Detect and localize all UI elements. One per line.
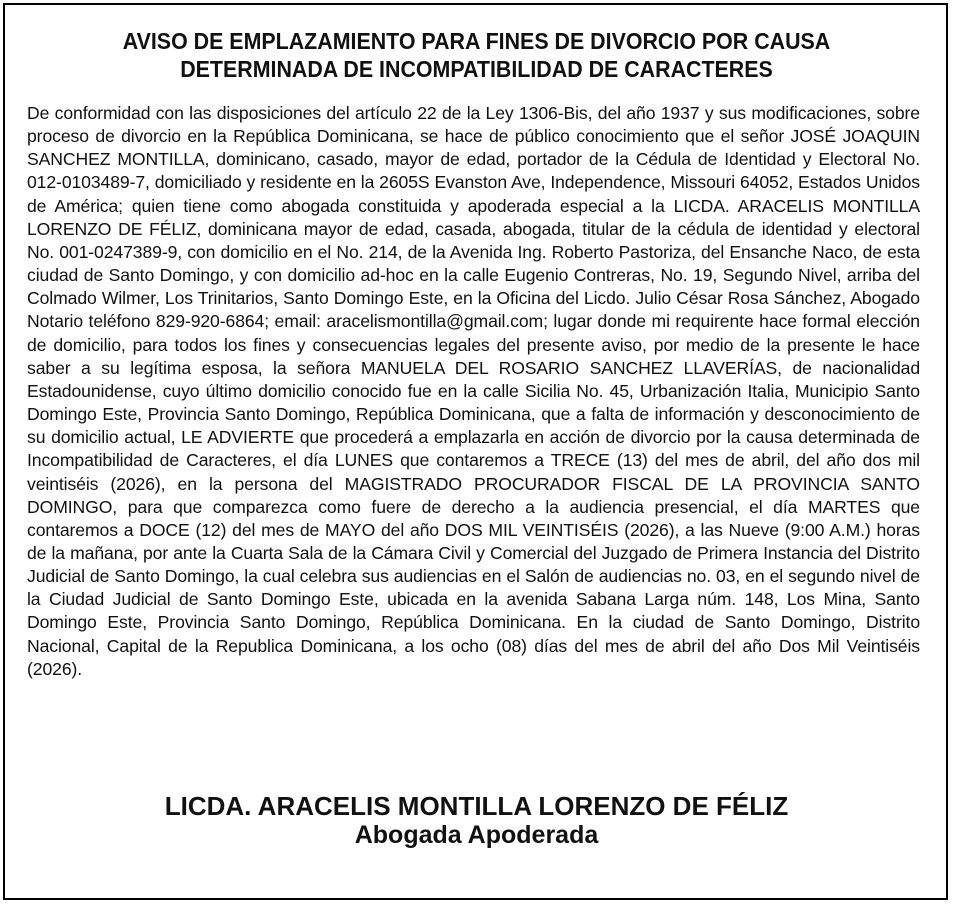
signature-block	[0, 791, 953, 849]
notice-title-line-2: DETERMINADA DE INCOMPATIBILIDAD DE CARACTERES	[180, 56, 773, 82]
signature-name: LICDA. ARACELIS MONTILLA LORENZO DE FÉLIZ	[164, 791, 789, 821]
notice-body-paragraph: De conformidad con las disposiciones del artículo 22 de la Ley 1306-Bis, del año 1937 y sus modificaciones, sobre proceso de divorcio en la República Dominicana, se hace de público conocimiento que el señor JOSÉ JOAQUIN SANCHEZ MONTILLA, dominicano, casado, mayor de edad, portador de la Cédula de Identidad y Electoral No. 012-0103489-7, domiciliado y residente en la 2605S Evanston Ave, Independence, Missouri 64052, Estados Unidos de América; quien tiene como abogada constituida y apoderada especial a la LICDA. ARACELIS MONTILLA LORENZO DE FÉLIZ, dominicana mayor de edad, casada, abogada, titular de la cédula de identidad y electoral No. 001-0247389-9, con domicilio en el No. 214, de la Avenida Ing. Roberto Pastoriza, del Ensanche Naco, de esta ciudad de Santo Domingo, y con domicilio ad-hoc en la calle Eugenio Contreras, No. 19, Segundo Nivel, arriba del Colmado Wilmer, Los Trinitarios, Santo Domingo Este, en la Oficina del Licdo. Julio César Rosa Sánchez, Abogado Notario teléfono 829-920-6864; email: aracelismontilla@gmail.com; lugar donde mi requirente hace formal elección de domicilio, para todos los fines y consecuencias legales del presente aviso, por medio de la presente le hace saber a su legítima esposa, la señora MANUELA DEL ROSARIO SANCHEZ LLAVERÍAS, de nacionalidad Estadounidense, cuyo último domicilio conocido fue en la calle Sicilia No. 45, Urbanización Italia, Municipio Santo Domingo Este, Provincia Santo Domingo, República Dominicana, que a falta de información y desconocimiento de su domicilio actual, LE ADVIERTE que procederá a emplazarla en acción de divorcio por la causa determinada de Incompatibilidad de Caracteres, el día LUNES que contaremos a TRECE (13) del mes de abril, del año dos mil veintiséis (2026), en la persona del MAGISTRADO PROCURADOR FISCAL DE LA PROVINCIA SANTO DOMINGO, para que comparezca como fuere de derecho a la audiencia presencial, el día MARTES que contaremos a DOCE (12) del mes de MAYO del año DOS MIL VEINTISÉIS (2026), a las Nueve (9:00 A.M.) horas de la mañana, por ante la Cuarta Sala de la Cámara Civil y Comercial del Juzgado de Primera Instancia del Distrito Judicial de Santo Domingo, la cual celebra sus audiencias en el Salón de audiencias no. 03, en el segundo nivel de la Ciudad Judicial de Santo Domingo Este, ubicada en la avenida Sabana Larga núm. 148, Los Mina, Santo Domingo Este, Provincia Santo Domingo, República Dominicana. En la ciudad de Santo Domingo, Distrito Nacional, Capital de la Republica Dominicana, a los ocho (08) días del mes de abril del año Dos Mil Veintiséis (2026).	[27, 103, 920, 679]
notice-title	[33, 27, 919, 83]
signature-role: Abogada Apoderada	[354, 821, 599, 849]
notice-title-line-1: AVISO DE EMPLAZAMIENTO PARA FINES DE DIVORCIO POR CAUSA	[122, 28, 831, 54]
